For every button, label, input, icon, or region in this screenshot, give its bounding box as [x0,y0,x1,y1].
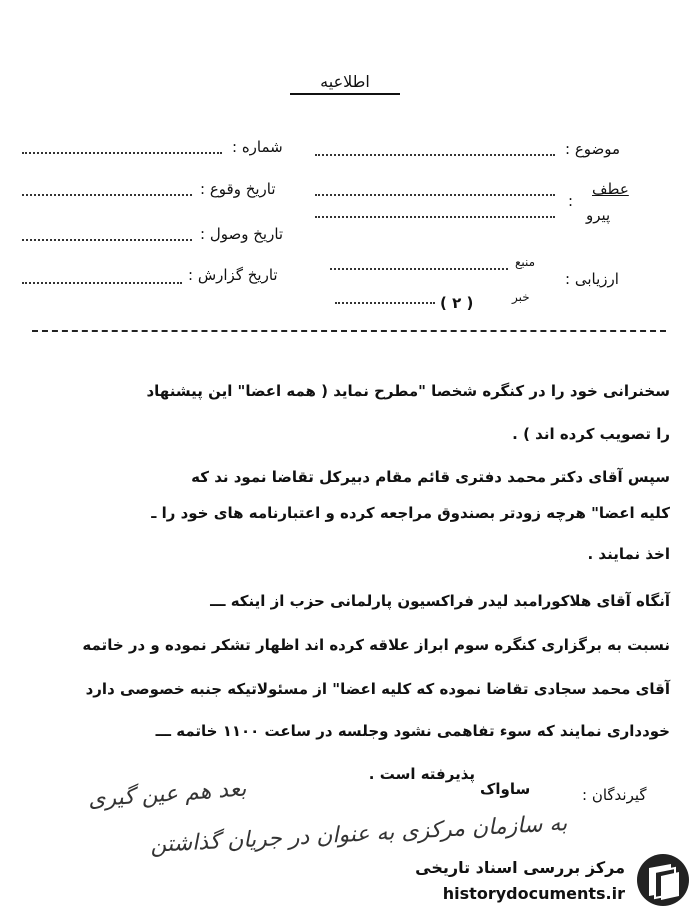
field-source-label: منبع [515,255,536,269]
body-line: سخنرانی خود را در کنگره شخصا "مطرح نماید ( همه اعضا" این پیشنهاد [146,382,670,400]
field-reference-colon: : [568,192,574,210]
body-line: را تصویب کرده اند ) . [512,425,670,443]
field-receipt-date-label: تاریخ وصول : [200,225,284,243]
handwritten-note-line2: به سازمان مرکزی به عنوان در جریان گذاشتن [149,811,568,858]
field-number-label: شماره : [232,138,283,156]
field-occurrence-date-dots [22,194,192,196]
field-report-date-label: تاریخ گزارش : [188,266,278,284]
body-line: خودداری نمایند که سوء تفاهمی نشود وجلسه در ساعت ۱۱۰۰ خاتمه ـــ [155,722,670,740]
watermark-url: historydocuments.ir [442,884,625,903]
field-reference-dots [315,194,555,196]
body-line: پذیرفته است . [368,765,475,783]
section-separator [32,330,666,332]
field-follow-dots [315,216,555,218]
field-news-label: خبر [512,290,530,304]
field-report-date-dots [22,282,182,284]
recipients-value: ساواک [480,780,531,798]
archive-watermark [405,848,695,910]
body-line: آنگاه آقای هلاکورامبد لیدر فراکسیون پارلمانی حزب از اینکه ـــ [210,592,670,610]
field-receipt-date-dots [22,239,192,241]
body-line: سپس آقای دکتر محمد دفتری قائم مقام دبیرکل تقاضا نمود ند که [191,468,670,486]
field-number-dots [22,152,222,154]
body-line: آقای محمد سجادی تقاضا نموده که کلیه اعضا" از مسئولاتیکه جنبه خصوصی دارد [85,680,670,698]
field-news-dots [335,302,435,304]
field-follow-label: پیرو [586,206,611,224]
body-line: اخذ نمایند . [587,545,670,563]
recipients-label: گیرندگان : [582,786,647,804]
field-source-dots [330,268,508,270]
field-subject-dots [315,154,555,156]
field-subject-label: موضوع : [565,140,621,158]
watermark-name: مرکز بررسی اسناد تاریخی [415,858,625,877]
document-title: اطلاعیه [290,72,400,95]
field-occurrence-date-label: تاریخ وقوع : [200,180,276,198]
body-line: نسبت به برگزاری کنگره سوم ابراز علاقه کرده اند اظهار تشکر نموده و در خاتمه [82,636,670,654]
field-evaluation-label: ارزیابی : [565,270,619,288]
field-reference-label: عطف [592,180,629,198]
handwritten-note-line1: بعد هم عین گیری [87,776,248,813]
field-news-value: ( ۲ ) [440,294,474,312]
archive-logo-icon [635,852,691,908]
body-line: کلیه اعضا" هرچه زودتر بصندوق مراجعه کرده و اعتبارنامه های خود را ـ [151,504,670,522]
